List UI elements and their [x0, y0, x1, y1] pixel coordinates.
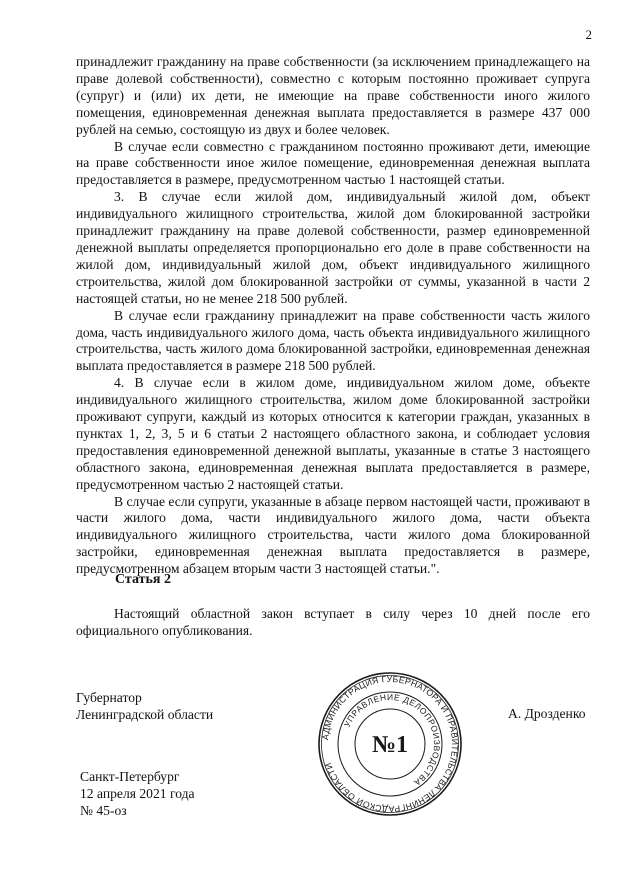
seal-center-number: №1: [371, 732, 409, 758]
signatory-position: [76, 689, 213, 723]
signatory-position-line2: Ленинградской области: [76, 707, 214, 722]
city: Санкт-Петербург: [80, 769, 180, 784]
signatory-name: А. Дрозденко: [508, 706, 586, 721]
paragraph: В случае если совместно с гражданином постоянно проживают дети, имеющие на праве собственности иное жилое помещение, единовременная денежная выплата предоставляется в размере, предусмотренном частью 1 настоящей статьи.: [76, 138, 590, 188]
paragraph: 3. В случае если жилой дом, индивидуальный жилой дом, объект индивидуального жилищного строительства, жилой дом блокированной застройки принадлежит гражданину на праве долевой собственности, размер единовременной денежной выплаты определяется пропорционально его доле в праве собственности на жилой дом, индивидуальный жилой дом, объект индивидуального жилищного строительства, жилой дом блокированной застройки от суммы, указанной в части 2 настоящей статьи, но не менее 218 500 рублей.: [76, 189, 590, 306]
paragraph: В случае если гражданину принадлежит на праве собственности часть жилого дома, часть индивидуального жилого дома, часть объекта индивидуального жилищного строительства, часть жилого дома блокированной застройки, единовременная денежная выплата предоставляется в размере 218 500 рублей.: [76, 307, 590, 374]
official-seal: [317, 671, 463, 817]
signatory-position-line1: Губернатор: [76, 690, 142, 705]
seal-inner-text: УПРАВЛЕНИЕ ДЕЛОПРОИЗВОДСТВА: [341, 691, 443, 789]
law-number: № 45-оз: [80, 803, 127, 818]
paragraph: принадлежит гражданину на праве собственности (за исключением принадлежащего на праве долевой собственности), совместно с которым постоянно проживает супруга (супруг) и (или) их дети, не имеющие на праве собственности иного жилого помещения, единовременная денежная выплата предоставляется в размере 437 000 рублей на семью, состоящую из двух и более человек.: [76, 54, 590, 137]
paragraph: В случае если супруги, указанные в абзаце первом настоящей части, проживают в части жилого дома, части индивидуального жилого дома, части объекта индивидуального жилищного строительства, части жилого дома блокированной застройки, единовременная денежная выплата предоставляется в размере, предусмотренном абзацем вторым части 3 настоящей статьи.".: [76, 493, 591, 577]
document-body: [76, 54, 590, 578]
place-date-block: [80, 768, 195, 819]
seal-outer-text: АДМИНИСТРАЦИЯ ГУБЕРНАТОРА И ПРАВИТЕЛЬСТВА ЛЕНИНГРАДСКОЙ ОБЛАСТИ: [320, 673, 461, 815]
page-number: 2: [585, 27, 592, 42]
law-date: 12 апреля 2021 года: [80, 786, 195, 801]
final-paragraph: Настоящий областной закон вступает в силу через 10 дней после его официального опубликования.: [76, 606, 590, 638]
article-heading: Статья 2: [115, 572, 171, 587]
paragraph: 4. В случае если в жилом доме, индивидуальном жилом доме, объекте индивидуального жилищного строительства, жилом доме блокированной застройки проживают супруги, каждый из которых относится к категории граждан, указанных в пунктах 1, 2, 3, 5 и 6 статьи 2 настоящего областного закона, и соблюдает условия предоставления единовременной денежной выплаты, указанные в статье 3 настоящего областного закона, единовременная денежная выплата предоставляется в размере, предусмотренном частью 2 настоящей статьи.: [76, 375, 590, 492]
